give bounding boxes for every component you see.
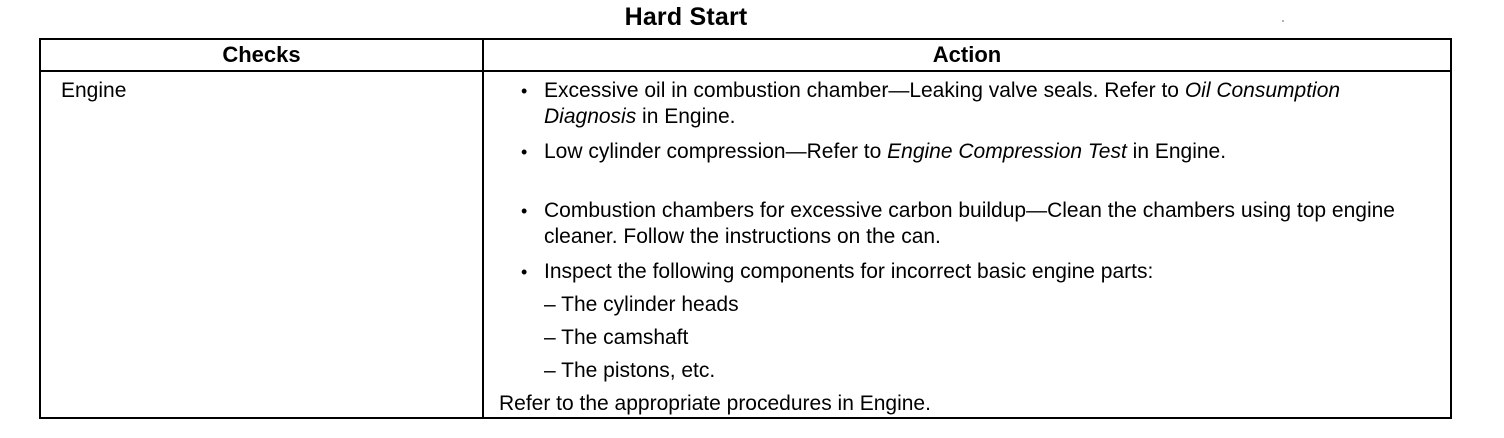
- bullet-icon: •: [521, 81, 528, 101]
- header-row: [40, 39, 1451, 71]
- sub-item-pistons: – The pistons, etc.: [544, 359, 716, 382]
- check-label: Engine: [61, 79, 127, 102]
- scan-speck: [1282, 20, 1284, 22]
- bullet-reference: Oil Consumption Diagnosis: [544, 79, 1341, 128]
- bullet-text-end: in Engine.: [1126, 140, 1227, 163]
- header-action: Action: [483, 39, 1451, 71]
- sub-item-camshaft: – The camshaft: [544, 326, 689, 349]
- action-body: [484, 72, 1450, 417]
- bullet-text: Combustion chambers for excessive carbon buildup—Clean the chambers using top engine cleaner. Follow the instructions on the can.: [544, 199, 1395, 248]
- bullet-icon: •: [521, 201, 528, 221]
- refer-note: Refer to the appropriate procedures in Engine.: [499, 392, 931, 415]
- bullet-reference: Engine Compression Test: [887, 140, 1127, 163]
- bullet-text-end: in Engine.: [636, 105, 736, 128]
- bullet-icon: •: [521, 262, 528, 282]
- bullet-text: Low cylinder compression—Refer to: [544, 140, 888, 163]
- bullet-text: Excessive oil in combustion chamber—Leaking valve seals. Refer to: [544, 79, 1185, 102]
- action-bullet-compression: [484, 139, 1450, 165]
- action-bullet-oil: [484, 78, 1450, 130]
- bullet-text: Inspect the following components for incorrect basic engine parts:: [544, 260, 1154, 283]
- sub-item-cylinder-heads: – The cylinder heads: [544, 293, 739, 316]
- checks-cell: [40, 71, 483, 418]
- table-row: [40, 71, 1451, 418]
- diagnosis-table: [39, 38, 1452, 419]
- header-checks: Checks: [40, 39, 483, 71]
- page-title: Hard Start: [624, 3, 748, 31]
- action-bullet-carbon: [484, 198, 1450, 250]
- bullet-icon: •: [521, 142, 528, 162]
- action-cell: [483, 71, 1451, 418]
- action-bullet-inspect: [484, 259, 1450, 285]
